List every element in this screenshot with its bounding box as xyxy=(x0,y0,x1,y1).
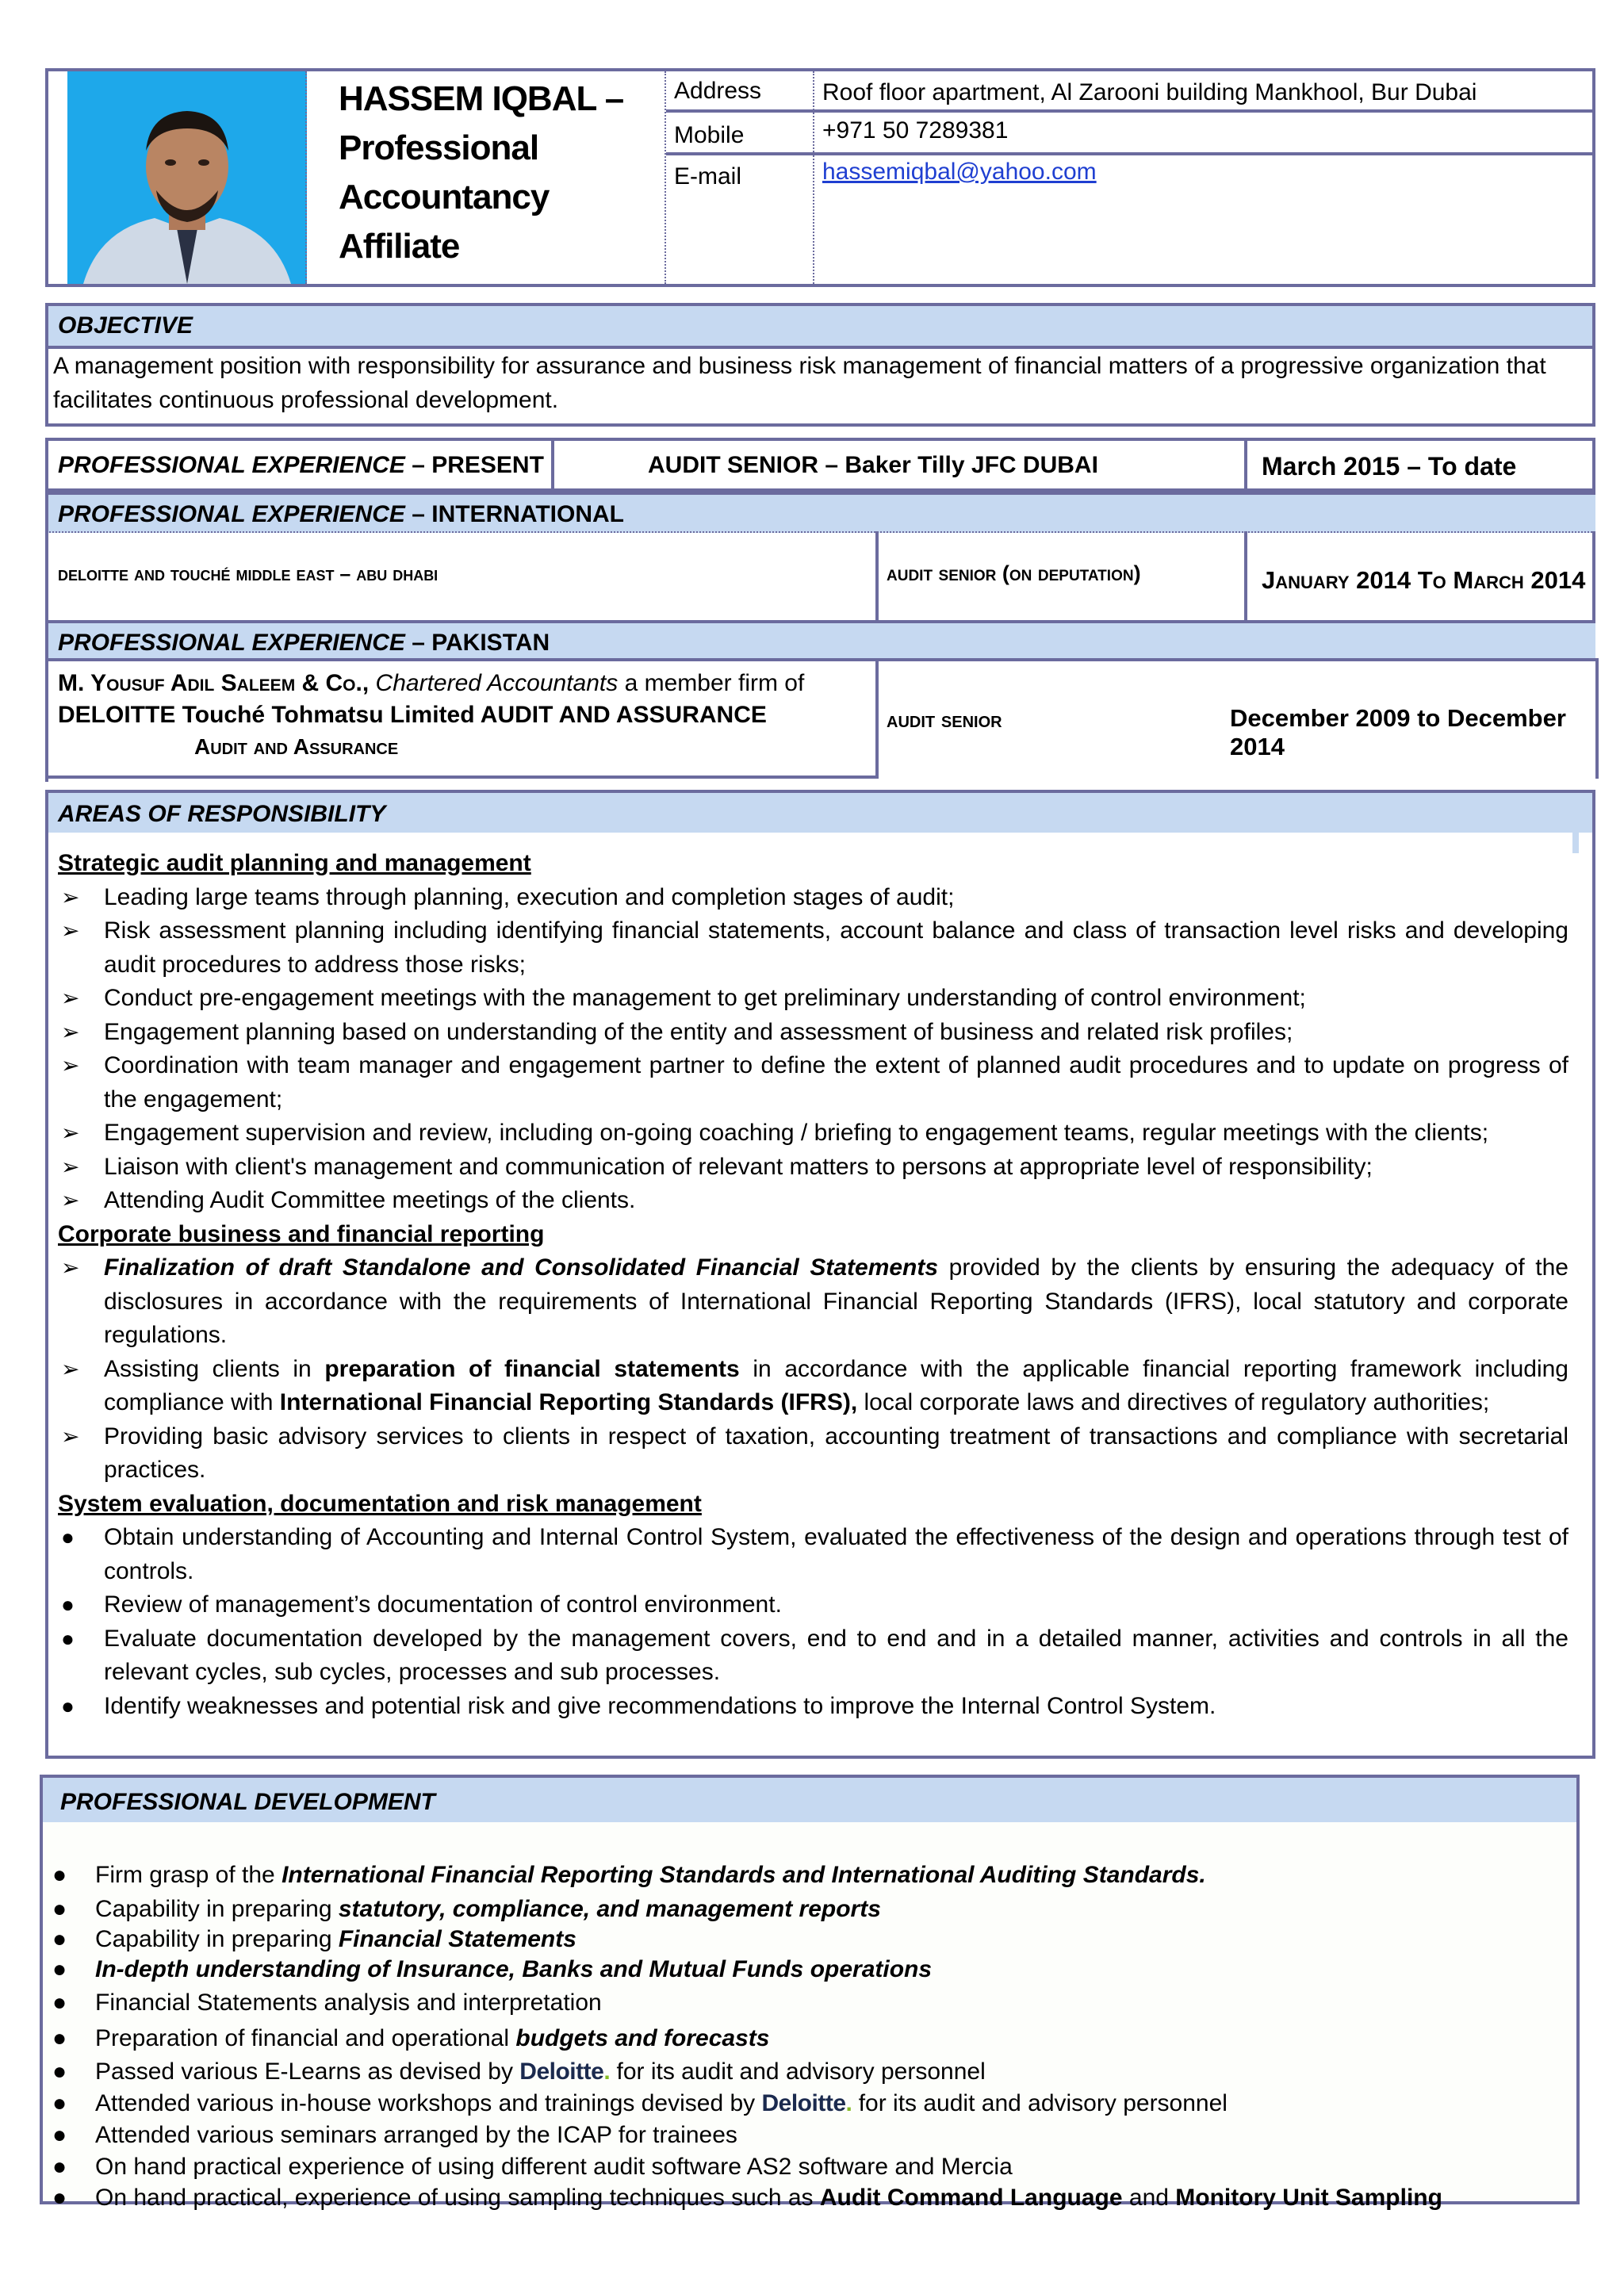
exp-pakistan-row xyxy=(45,658,1595,782)
exp-present-role: AUDIT SENIOR – Baker Tilly JFC DUBAI xyxy=(648,452,1098,478)
name-title-block xyxy=(329,71,666,284)
arrow-bullet-icon: ➢ xyxy=(61,1356,80,1381)
exp-present-dates: March 2015 – To date xyxy=(1262,452,1517,481)
list-item xyxy=(43,1954,1576,1986)
system-list xyxy=(58,1521,1568,1723)
objective-header xyxy=(45,303,1595,349)
objective-heading: OBJECTIVE xyxy=(58,312,193,339)
round-bullet-icon: ● xyxy=(52,2025,67,2051)
development-heading: PROFESSIONAL DEVELOPMENT xyxy=(60,1789,435,1815)
list-item-text: Evaluate documentation developed by the management covers, end to end and in a detailed manner, activities and controls in all the relevant cycles, sub cycles, processes and sub processes. xyxy=(104,1625,1568,1685)
dev-item9-text: Attended various seminars arranged by the ICAP for trainees xyxy=(95,2122,737,2148)
dev-item2-emphasis: statutory, compliance, and management reports xyxy=(338,1896,881,1922)
exp-pakistan-header xyxy=(45,620,1595,661)
mobile-label: Mobile xyxy=(674,122,745,148)
dev-item8-text: Attended various in-house workshops and trainings devised by xyxy=(95,2090,762,2116)
exp-international-dates: January 2014 To March 2014 xyxy=(1262,566,1586,594)
list-item-text: Conduct pre-engagement meetings with the management to get preliminary understanding of control environment; xyxy=(104,985,1306,1011)
address-label: Address xyxy=(674,78,762,104)
scroll-marker xyxy=(1572,833,1579,853)
exp-present-row xyxy=(45,438,1595,492)
list-item-text: Obtain understanding of Accounting and Internal Control System, evaluated the effectiveness of the design and operations through test of controls. xyxy=(104,1524,1568,1584)
round-bullet-icon: ● xyxy=(52,2122,67,2148)
dev-item11-emphasis-b: Audit Command Language xyxy=(819,2185,1123,2211)
corporate2-text-a: Assisting clients in xyxy=(104,1355,325,1382)
exp-pakistan-firm xyxy=(58,668,867,763)
deloitte-logo-word: Deloitte xyxy=(519,2058,604,2085)
list-item xyxy=(43,2057,1576,2087)
corporate-list xyxy=(58,1251,1568,1488)
dev-item11-text: On hand practical, experience of using sampling techniques such as xyxy=(95,2185,820,2211)
round-bullet-icon: ● xyxy=(61,1693,75,1718)
responsibility-body xyxy=(45,833,1595,1759)
list-item xyxy=(58,1521,1568,1588)
email-label: E-mail xyxy=(674,163,742,190)
strategic-title: Strategic audit planning and management xyxy=(58,850,531,876)
corporate1-emphasis: Finalization of draft Standalone and Consolidated Financial Statements xyxy=(104,1254,939,1281)
list-item xyxy=(58,1588,1568,1622)
deloitte-logo-word: Deloitte xyxy=(761,2090,846,2116)
list-item xyxy=(43,2184,1576,2212)
dev-item11-emphasis-d: Monitory Unit Sampling xyxy=(1175,2185,1442,2211)
round-bullet-icon: ● xyxy=(52,1956,67,1982)
arrow-bullet-icon: ➢ xyxy=(61,1188,80,1212)
list-item xyxy=(58,1622,1568,1690)
round-bullet-icon: ● xyxy=(52,2090,67,2116)
list-item-text: Identify weaknesses and potential risk and give recommendations to improve the Internal Control System. xyxy=(104,1692,1216,1719)
list-item xyxy=(43,1986,1576,2020)
address-row xyxy=(666,71,1592,113)
dev-item7-text: Passed various E-Learns as devised by xyxy=(95,2058,520,2085)
dev-item7-text-end: for its audit and advisory personnel xyxy=(610,2058,986,2085)
exp-international-heading-italic: PROFESSIONAL EXPERIENCE xyxy=(58,501,405,527)
exp-pakistan-firm-line3: Audit and Assurance xyxy=(194,734,399,759)
dev-item2-text: Capability in preparing xyxy=(95,1896,339,1922)
list-item xyxy=(43,1894,1576,1925)
list-item xyxy=(43,2150,1576,2184)
list-item xyxy=(58,1353,1568,1420)
list-item xyxy=(58,982,1568,1016)
exp-pakistan-heading xyxy=(58,630,550,657)
list-item xyxy=(43,1857,1576,1894)
exp-international-header xyxy=(45,492,1595,533)
round-bullet-icon: ● xyxy=(52,1990,67,2016)
corporate-title: Corporate business and financial reporting xyxy=(58,1220,545,1247)
list-item xyxy=(43,2087,1576,2120)
arrow-bullet-icon: ➢ xyxy=(61,1423,80,1449)
round-bullet-icon: ● xyxy=(52,1862,67,1888)
exp-pakistan-firm-italic: Chartered Accountants xyxy=(369,670,619,696)
objective-body xyxy=(45,346,1595,427)
candidate-title-line-1: Professional xyxy=(339,128,539,167)
dev-item11-text-c: and xyxy=(1122,2185,1176,2211)
objective-text: A management position with responsibility for assurance and business risk management of financial matters of a progressive organization that facilitates continuous professional development. xyxy=(53,353,1546,413)
list-item xyxy=(58,914,1568,982)
arrow-bullet-icon: ➢ xyxy=(61,884,80,910)
list-item xyxy=(43,1925,1576,1954)
exp-pakistan-heading-italic: PROFESSIONAL EXPERIENCE xyxy=(58,630,405,656)
list-item-text: Risk assessment planning including identifying financial statements, account balance and class of transaction level risks and developing audit procedures to address those risks; xyxy=(104,917,1568,978)
list-item xyxy=(58,1049,1568,1116)
candidate-title-line-2: Accountancy xyxy=(339,178,550,216)
profile-photo xyxy=(67,71,307,284)
corporate3-text: Providing basic advisory services to clients in respect of taxation, accounting treatment of transactions and compliance with secretarial practices. xyxy=(104,1423,1568,1483)
list-item xyxy=(58,1420,1568,1488)
exp-present-heading-italic: PROFESSIONAL EXPERIENCE xyxy=(58,452,405,478)
deloitte-logo xyxy=(519,2058,610,2085)
list-item-text: Leading large teams through planning, execution and completion stages of audit; xyxy=(104,883,955,910)
list-item xyxy=(58,1184,1568,1218)
exp-international-role: audit senior (on deputation) xyxy=(887,561,1141,585)
exp-pakistan-heading-rest: – PAKISTAN xyxy=(404,630,550,656)
email-row xyxy=(666,155,1592,284)
exp-international-heading-rest: – INTERNATIONAL xyxy=(404,501,624,527)
arrow-bullet-icon: ➢ xyxy=(61,986,80,1010)
deloitte-logo xyxy=(762,2090,852,2116)
responsibility-heading: AREAS OF RESPONSIBILITY xyxy=(58,801,386,827)
deloitte-logo-dot: . xyxy=(845,2090,852,2116)
list-item-text: Engagement planning based on understanding of the entity and assessment of business and related risk profiles; xyxy=(104,1018,1293,1045)
corporate2-emphasis-b: preparation of financial statements xyxy=(324,1355,740,1382)
corporate2-emphasis-d: International Financial Reporting Standards (IFRS), xyxy=(279,1389,858,1415)
list-item-text: Review of management’s documentation of control environment. xyxy=(104,1591,782,1618)
contact-table xyxy=(666,71,1592,284)
dev-item6-emphasis: budgets and forecasts xyxy=(515,2025,770,2051)
list-item xyxy=(58,1690,1568,1724)
exp-present-heading xyxy=(58,452,544,479)
dev-item8-text-end: for its audit and advisory personnel xyxy=(852,2090,1228,2116)
round-bullet-icon: ● xyxy=(52,1926,67,1952)
arrow-bullet-icon: ➢ xyxy=(61,1120,80,1145)
exp-international-row xyxy=(45,531,1595,620)
exp-international-firm: deloitte and touché middle east – abu dhabi xyxy=(58,563,439,585)
system-title: System evaluation, documentation and risk management xyxy=(58,1490,702,1517)
arrow-bullet-icon: ➢ xyxy=(61,1255,80,1280)
list-item-text: Coordination with team manager and engagement partner to define the extent of planned audit procedures and to update on progress of the engagement; xyxy=(104,1052,1568,1113)
corporate2-text-c: in accordance with the applicable financial reporting framework including compliance with xyxy=(104,1355,1568,1415)
list-item xyxy=(58,1151,1568,1185)
person-photo-icon xyxy=(67,71,307,284)
development-header xyxy=(40,1775,1580,1825)
dev-item1-emphasis: International Financial Reporting Standards and International Auditing Standards. xyxy=(282,1862,1206,1888)
responsibility-header xyxy=(45,790,1595,836)
candidate-name: HASSEM IQBAL – xyxy=(339,79,624,118)
development-body xyxy=(40,1822,1580,2211)
mobile-value: +971 50 7289381 xyxy=(822,117,1009,144)
dev-item4-emphasis: In-depth understanding of Insurance, Banks and Mutual Funds operations xyxy=(95,1956,933,1982)
round-bullet-icon: ● xyxy=(52,1896,67,1922)
dev-item3-emphasis: Financial Statements xyxy=(338,1926,576,1952)
list-item-text: Engagement supervision and review, including on-going coaching / briefing to engagement teams, regular meetings with the clients; xyxy=(104,1120,1489,1146)
exp-pakistan-firm-name: M. Yousuf Adil Saleem & Co., xyxy=(58,670,370,696)
list-item xyxy=(58,1016,1568,1050)
exp-pakistan-firm-rest: a member firm of xyxy=(618,670,805,696)
arrow-bullet-icon: ➢ xyxy=(61,1154,80,1179)
dev-item3-text: Capability in preparing xyxy=(95,1926,339,1952)
development-list xyxy=(43,1857,1576,2212)
round-bullet-icon: ● xyxy=(52,2154,67,2180)
strategic-list xyxy=(58,881,1568,1218)
dev-item5-text: Financial Statements analysis and interpretation xyxy=(95,1990,602,2016)
list-item xyxy=(43,2020,1576,2057)
list-item xyxy=(58,1251,1568,1353)
round-bullet-icon: ● xyxy=(52,2058,67,2085)
round-bullet-icon: ● xyxy=(61,1592,75,1617)
email-link[interactable]: hassemiqbal@yahoo.com xyxy=(822,159,1097,185)
dev-item6-text: Preparation of financial and operational xyxy=(95,2025,516,2051)
round-bullet-icon: ● xyxy=(61,1626,75,1651)
list-item-text: Liaison with client's management and communication of relevant matters to persons at appropriate level of responsibility; xyxy=(104,1153,1373,1180)
exp-pakistan-role: audit senior xyxy=(887,707,1002,732)
corporate2-text-e: local corporate laws and directives of regulatory authorities; xyxy=(857,1389,1490,1415)
dev-item10-text: On hand practical experience of using different audit software AS2 software and Mercia xyxy=(95,2154,1013,2180)
mobile-row xyxy=(666,113,1592,155)
exp-pakistan-dates: December 2009 to December 2014 xyxy=(1230,704,1566,760)
exp-present-heading-rest: – PRESENT xyxy=(404,452,544,478)
exp-pakistan-firm-line2: DELOITTE Touché Tohmatsu Limited AUDIT AND ASSURANCE xyxy=(58,702,767,728)
arrow-bullet-icon: ➢ xyxy=(61,1053,80,1078)
arrow-bullet-icon: ➢ xyxy=(61,918,80,943)
corporate1-text: provided by the clients by ensuring the adequacy of the disclosures in accordance with the requirements of International Financial Reporting Standards (IFRS), local statutory and corporate regulations. xyxy=(104,1254,1568,1348)
address-value: Roof floor apartment, Al Zarooni building Mankhool, Bur Dubai xyxy=(822,79,1477,105)
dev-item1-text: Firm grasp of the xyxy=(95,1862,282,1888)
round-bullet-icon: ● xyxy=(61,1525,75,1549)
exp-international-heading xyxy=(58,501,624,528)
candidate-title-line-3: Affiliate xyxy=(339,227,460,266)
round-bullet-icon: ● xyxy=(52,2185,67,2211)
arrow-bullet-icon: ➢ xyxy=(61,1019,80,1044)
list-item xyxy=(58,881,1568,915)
list-item-text: Attending Audit Committee meetings of the clients. xyxy=(104,1187,636,1213)
deloitte-logo-dot: . xyxy=(603,2058,611,2085)
list-item xyxy=(58,1116,1568,1151)
list-item xyxy=(43,2120,1576,2150)
